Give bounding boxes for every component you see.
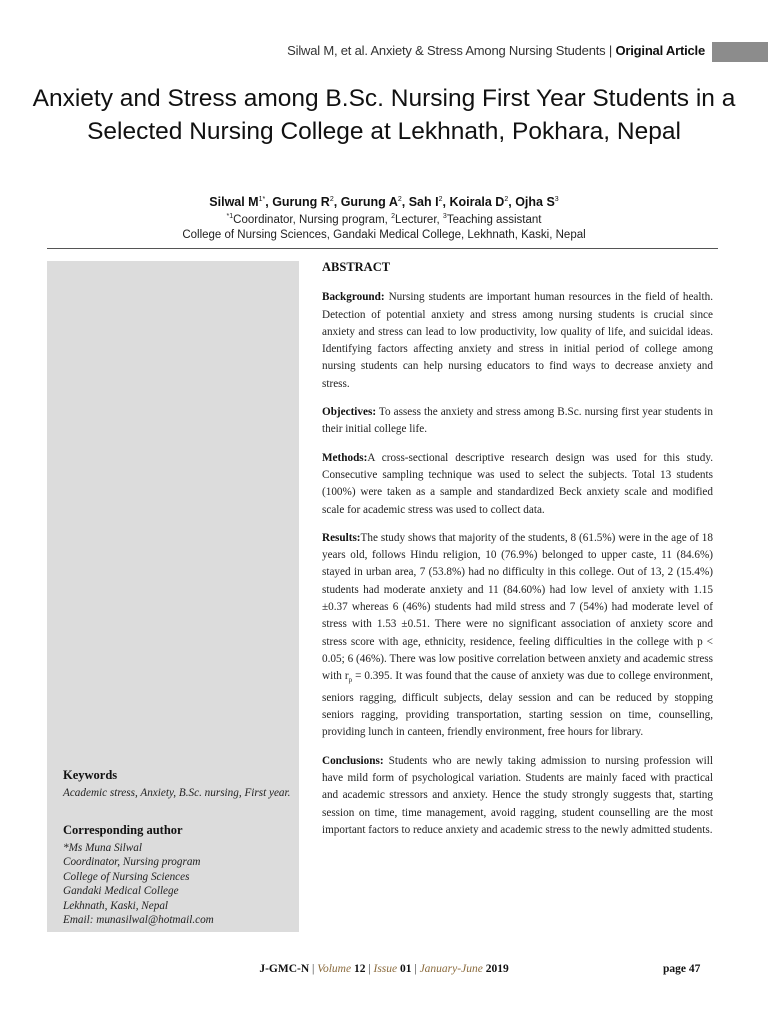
keywords-heading: Keywords: [63, 768, 118, 782]
keywords-text: Academic stress, Anxiety, B.Sc. nursing, First year.: [63, 786, 291, 799]
running-head-separator: |: [608, 43, 613, 58]
corresponding-heading: Corresponding author: [63, 823, 183, 837]
abstract: [322, 259, 713, 850]
running-head: [0, 43, 705, 58]
author: Sah $I^2$: [408, 195, 443, 209]
abstract-heading: ABSTRACT: [322, 260, 391, 274]
running-head-text: Silwal M, et al. Anxiety & Stress Among Nursing Students: [287, 43, 606, 58]
abstract-methods: Methods:A cross-sectional descriptive research design was used for this study. Consecutive sampling technique was used to select the subjects. Total 13 students (100%) were taken as a sample and standardized Beck anxiety scale and modified scale for academic stress was used to collect data.: [322, 451, 713, 516]
keywords-section: [63, 768, 291, 800]
page-number: page 47: [663, 963, 701, 975]
institution: College of Nursing Sciences, Gandaki Medical College, Lekhnath, Kaski, Nepal: [182, 229, 586, 241]
header-tab-block: [712, 42, 768, 62]
corresponding-line: Lekhnath, Kaski, Nepal: [63, 899, 169, 912]
corresponding-author-section: [63, 823, 291, 928]
author: Gurung $A^2$: [340, 195, 402, 209]
header-divider: [47, 248, 718, 249]
article-type: Original Article: [615, 43, 705, 58]
abstract-results: Results:The study shows that majority of the students, 8 (61.5%) were in the age of 18 years old, follows Hindu religion, 10 (76.9%) belonged to upper caste, 11 (84.6%) stayed in urban area, 7 (53.8%) had no difficulty in this college. Out of 13, 2 (15.4%) students had moderate anxiety and 11 (84.60%) had low level of anxiety with 1.15 ±0.37 whereas 6 (46%) students had mild stress and 7 (54%) had moderate level of stress with 1.53 ±0.51. There were no significant association of anxiety score and stress score with age, ethnicity, residence, feeling difficulties in the college with p < 0.05; 6 (46%). There was low positive correlation between anxiety and academic stress with $r_p = 0.395$. It was found that the cause of anxiety was due to college environment, seniors ragging, difficult subjects, delay session and can be reduced by stopping seniors ragging, providing transportation, starting session on time, counselling, providing lunch in canteen, friendly environment, free hours for library.: [322, 531, 713, 739]
corresponding-line: Coordinator, Nursing program: [63, 856, 201, 868]
author-list: Silwal $M^{1*}$, Gurung $R^2$, Gurung $A^2$, Sah $I^2$, Koirala $D^2$, Ojha $S^3$: [209, 195, 559, 209]
corresponding-line: *Ms Muna Silwal: [63, 841, 142, 854]
abstract-conclusions: Conclusions: Students who are newly taking admission to nursing profession will have mild form of psychological variation. Students are mainly faced with practical and academic stressors and anxiety. Hence the study strongly suggests that, starting session on time, time management, avoid ragging, student counselling are the most important factors to reduce anxiety and academic stress to the newly admitted students.: [322, 754, 714, 836]
journal-footer: J-GMC-N | Volume 12 | Issue 01 | January-June 2019: [259, 963, 509, 975]
abstract-background: Background: Nursing students are important human resources in the field of health. Detection of potential anxiety and stress among nursing students is crucial since anxiety and stress can lead to low productivity, low quality of life, and suicidal ideas. Identifying factors affecting anxiety and stress in initial period of college among nursing students can help nursing educators to find ways to decrease anxiety and stress.: [322, 291, 714, 390]
abstract-objectives: Objectives: To assess the anxiety and stress among B.Sc. nursing first year students in their initial college life.: [322, 406, 713, 436]
author: Koirala $D^2$: [449, 195, 509, 209]
corresponding-line: College of Nursing Sciences: [63, 870, 190, 883]
article-title: Anxiety and Stress among B.Sc. Nursing First Year Students in a Selected Nursing College at Lekhnath, Pokhara, Nepal: [32, 85, 736, 145]
corresponding-email[interactable]: Email: munasilwal@hotmail.com: [63, 914, 214, 926]
corresponding-line: Gandaki Medical College: [63, 885, 179, 897]
author: Gurung $R^2$: [272, 195, 334, 209]
author: Ojha $S^3$: [515, 195, 559, 209]
author-roles: $^{*1}$Coordinator, Nursing program, $^2$Lecturer, $^3$Teaching assistant: [226, 213, 542, 226]
author: Silwal $M^{1*}$: [209, 195, 266, 209]
sidebar-panel: [47, 261, 299, 932]
